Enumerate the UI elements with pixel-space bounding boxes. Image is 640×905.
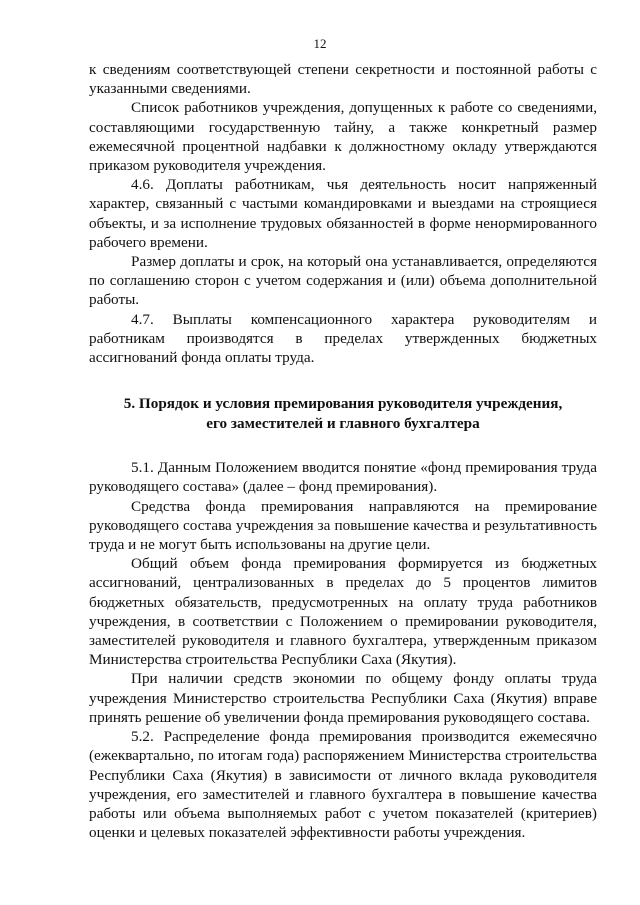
paragraph: Средства фонда премирования направляются на премирование руководящего состава учреждения за повышение качества и результативность труда и не могут быть использованы на другие цели. <box>89 497 597 554</box>
page-number: 12 <box>313 36 327 51</box>
section-heading-line-1: 5. Порядок и условия премирования руководителя учреждения, <box>123 395 563 413</box>
section-heading <box>89 394 597 433</box>
paragraph: к сведениям соответствующей степени секретности и постоянной работы с указанными сведениями. <box>89 61 597 98</box>
paragraph: 4.6. Доплаты работникам, чья деятельность носит напряженный характер, связанный с частыми командировками и выездами на строящиеся объекты, и за исполнение трудовых обязанностей в форме ненормированного рабочего времени. <box>89 176 597 251</box>
paragraphs-after-section <box>89 458 597 842</box>
paragraph: 5.2. Распределение фонда премирования производится ежемесячно (ежеквартально, по итогам года) распоряжением Министерства строительства Республики Саха (Якутия) в зависимости от личного вклада руководителя учреждения, его заместителей и главного бухгалтера в повышение качества работы или объема выполняемых работ с учетом показателей (критериев) оценки и целевых показателей эффективности работы учреждения. <box>89 728 597 842</box>
document-body <box>89 60 597 842</box>
paragraph: 4.7. Выплаты компенсационного характера руководителям и работникам производятся в пределах утвержденных бюджетных ассигнований фонда оплаты труда. <box>89 310 597 367</box>
paragraph: При наличии средств экономии по общему фонду оплаты труда учреждения Министерство строительства Республики Саха (Якутия) вправе принять решение об увеличении фонда премирования руководящего состава. <box>89 670 597 726</box>
paragraph: Список работников учреждения, допущенных к работе со сведениями, составляющими государственную тайну, а также конкретный размер ежемесячной процентной надбавки к должностному окладу утверждаются приказом руководителя учреждения. <box>89 99 597 175</box>
paragraph: Размер доплаты и срок, на который она устанавливается, определяются по соглашению сторон с учетом содержания и (или) объема дополнительной работы. <box>89 253 597 309</box>
section-heading-line-2: его заместителей и главного бухгалтера <box>206 414 480 432</box>
paragraph: 5.1. Данным Положением вводится понятие «фонд премирования труда руководящего состава» (далее – фонд премирования). <box>89 459 597 496</box>
paragraphs-before-section <box>89 60 597 367</box>
paragraph: Общий объем фонда премирования формируется из бюджетных ассигнований, централизованных в пределах до 5 процентов лимитов бюджетных обязательств, предусмотренных на оплату труда работников учреждения, в соответствии с Положением о премировании руководителя, заместителей руководителя и главного бухгалтера, утвержденным приказом Министерства строительства Республики Саха (Якутия). <box>89 555 597 669</box>
